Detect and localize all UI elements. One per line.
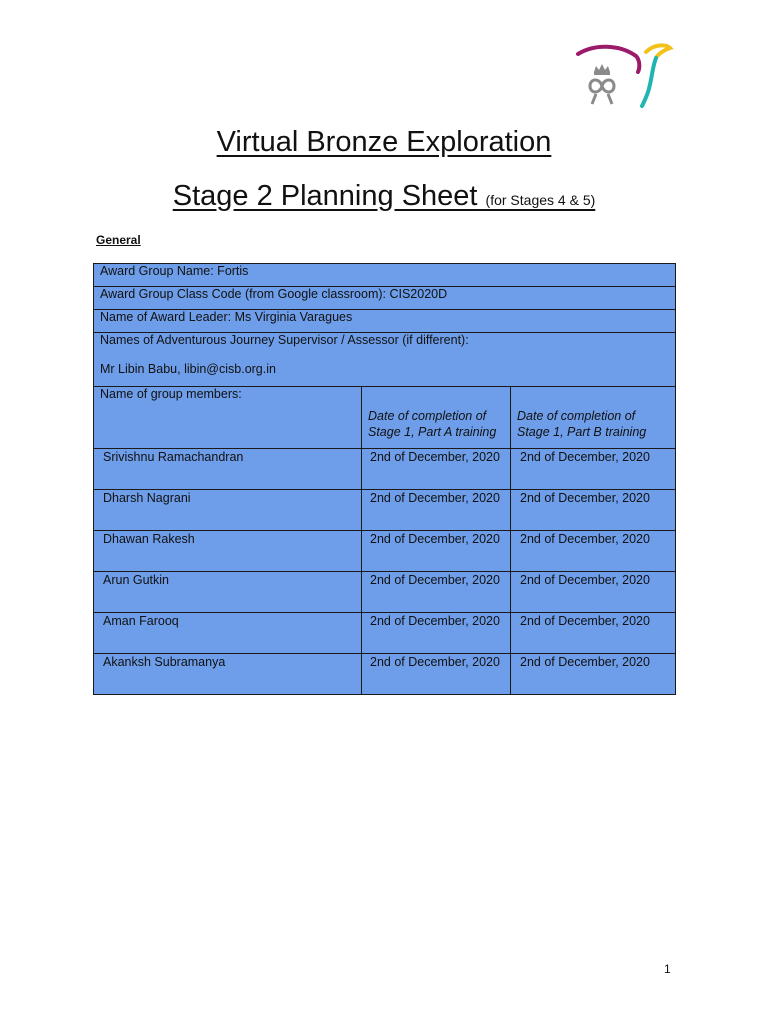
class-code-row <box>94 287 676 310</box>
subtitle-main: Stage 2 Planning Sheet <box>172 180 478 212</box>
award-logo-icon <box>574 42 674 112</box>
part-a-date: 2nd of December, 2020 <box>362 613 511 654</box>
supervisor-label: Names of Adventurous Journey Supervisor / Assessor (if different): <box>100 333 469 347</box>
member-name: Srivishnu Ramachandran <box>94 449 362 490</box>
group-name-row <box>94 264 676 287</box>
member-name: Arun Gutkin <box>94 572 362 613</box>
table-row <box>94 531 676 572</box>
header-part-a: Date of completion of Stage 1, Part A training <box>362 387 511 449</box>
subtitle-suffix: (for Stages 4 & 5) <box>485 192 596 208</box>
part-a-date: 2nd of December, 2020 <box>362 572 511 613</box>
part-b-date: 2nd of December, 2020 <box>511 490 676 531</box>
table-row <box>94 613 676 654</box>
planning-sheet-table <box>93 263 676 695</box>
leader-cell: Name of Award Leader: Ms Virginia Varagues <box>94 310 676 333</box>
table-row <box>94 490 676 531</box>
part-a-date: 2nd of December, 2020 <box>362 449 511 490</box>
class-code-cell: Award Group Class Code (from Google classroom): CIS2020D <box>94 287 676 310</box>
section-label-general: General <box>96 233 141 247</box>
table-row <box>94 654 676 695</box>
header-member-name: Name of group members: <box>94 387 362 449</box>
header-part-b: Date of completion of Stage 1, Part B training <box>511 387 676 449</box>
table-row <box>94 449 676 490</box>
supervisor-value: Mr Libin Babu, libin@cisb.org.in <box>100 362 276 376</box>
members-header-row <box>94 387 676 449</box>
member-name: Akanksh Subramanya <box>94 654 362 695</box>
part-a-date: 2nd of December, 2020 <box>362 490 511 531</box>
document-title: Virtual Bronze Exploration <box>216 126 552 158</box>
part-b-date: 2nd of December, 2020 <box>511 654 676 695</box>
part-a-date: 2nd of December, 2020 <box>362 531 511 572</box>
part-a-date: 2nd of December, 2020 <box>362 654 511 695</box>
member-name: Aman Farooq <box>94 613 362 654</box>
leader-row <box>94 310 676 333</box>
page-number: 1 <box>664 962 671 976</box>
document-subtitle <box>0 180 768 213</box>
table-row <box>94 572 676 613</box>
supervisor-row <box>94 333 676 387</box>
member-name: Dhawan Rakesh <box>94 531 362 572</box>
part-b-date: 2nd of December, 2020 <box>511 531 676 572</box>
part-b-date: 2nd of December, 2020 <box>511 449 676 490</box>
group-name-cell: Award Group Name: Fortis <box>94 264 676 287</box>
part-b-date: 2nd of December, 2020 <box>511 613 676 654</box>
part-b-date: 2nd of December, 2020 <box>511 572 676 613</box>
member-name: Dharsh Nagrani <box>94 490 362 531</box>
supervisor-cell <box>94 333 676 387</box>
